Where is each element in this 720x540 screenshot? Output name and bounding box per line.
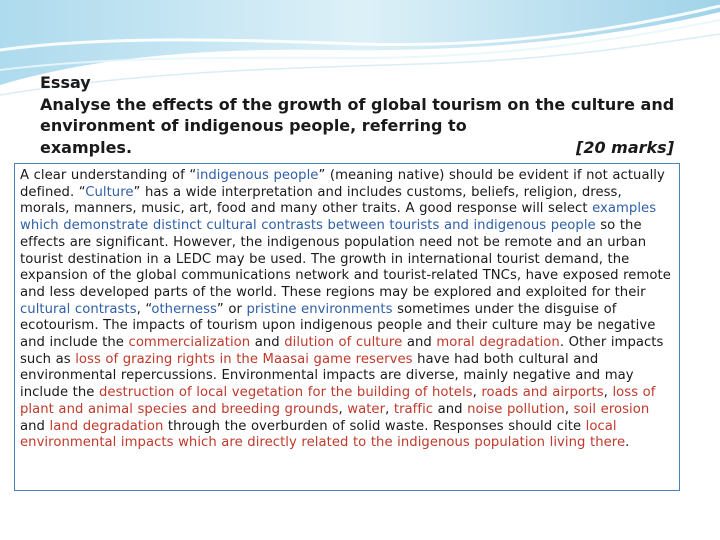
answer-text-segment: sometimes under the disguise of ecotourism. The impacts of tourism upon indigenous people and their culture may be negative and include the [20, 301, 656, 351]
answer-text-segment: ” has a wide interpretation and includes customs, beliefs, religion, dress, morals, manners, music, art, food and many other traits. A good response will select [20, 184, 622, 217]
highlighted-term-red: soil erosion [573, 401, 650, 417]
answer-text-segment: , [472, 385, 482, 401]
highlighted-term-red: commercialization [128, 335, 251, 351]
answer-guidance-box [14, 163, 680, 491]
question-final-line [40, 137, 680, 159]
answer-guidance-text [20, 168, 673, 452]
answer-text-segment: , [603, 385, 613, 401]
highlighted-term-blue: pristine environments [246, 301, 393, 317]
answer-text-segment: . Other impacts such as [20, 335, 664, 367]
answer-text-segment: , [564, 401, 574, 417]
marks-label: [20 marks] [576, 137, 674, 157]
highlighted-term-red: roads and airports [481, 385, 604, 401]
highlighted-term-red: loss of grazing rights in the Maasai game reserves [75, 351, 413, 367]
answer-text-segment: so the effects are significant. However, the indigenous population need not be remote and an urban tourist destination in a LEDC may be used. The growth in international tourist demand, the expansion of the global communications network and tourist-related TNCs, have exposed remote and less developed parts of the world. These regions may be explored and exploited for their [20, 218, 671, 300]
answer-text-segment: through the overburden of solid waste. Responses should cite [163, 418, 586, 434]
answer-text-segment: , “ [136, 301, 152, 317]
answer-text-segment: . [625, 435, 630, 451]
answer-text-segment: have had both cultural and environmental repercussions. Environmental impacts are diverse, mainly negative and may include the [20, 351, 634, 401]
highlighted-term-red: loss of plant and animal species and breeding grounds [20, 385, 656, 417]
highlighted-term-red: local environmental impacts which are directly related to the indigenous population living there [20, 418, 626, 451]
essay-question-block [40, 72, 680, 158]
highlighted-term-red: traffic [393, 401, 434, 417]
highlighted-term-blue: Culture [85, 184, 134, 200]
essay-question: Analyse the effects of the growth of global tourism on the culture and environment of indigenous people, referring to [40, 94, 675, 135]
highlighted-term-red: noise pollution [467, 401, 565, 417]
highlighted-term-blue: examples which demonstrate distinct cultural contrasts between tourists and indigenous people [20, 201, 657, 234]
question-end: examples. [40, 137, 133, 157]
highlighted-term-blue: otherness [151, 301, 217, 317]
answer-text-segment: ” or [216, 301, 247, 317]
answer-text-segment: , [338, 401, 348, 417]
answer-text-segment: A clear understanding of “ [20, 168, 197, 183]
answer-text-segment: and [433, 401, 468, 417]
highlighted-term-red: land degradation [49, 418, 164, 434]
answer-text-segment: and [20, 418, 50, 434]
answer-text-segment: , [385, 401, 394, 417]
answer-text-segment: and [402, 335, 437, 351]
highlighted-term-red: moral degradation [436, 335, 560, 351]
highlighted-term-red: dilution of culture [284, 335, 403, 351]
answer-text-segment: and [250, 335, 285, 351]
highlighted-term-blue: indigenous people [196, 168, 319, 183]
answer-text-segment: ” (meaning native) should be evident if not actually defined. “ [20, 168, 665, 200]
highlighted-term-red: water [347, 401, 386, 417]
highlighted-term-red: destruction of local vegetation for the building of hotels [99, 385, 473, 401]
essay-label: Essay [40, 73, 91, 92]
highlighted-term-blue: cultural contrasts [20, 301, 137, 317]
